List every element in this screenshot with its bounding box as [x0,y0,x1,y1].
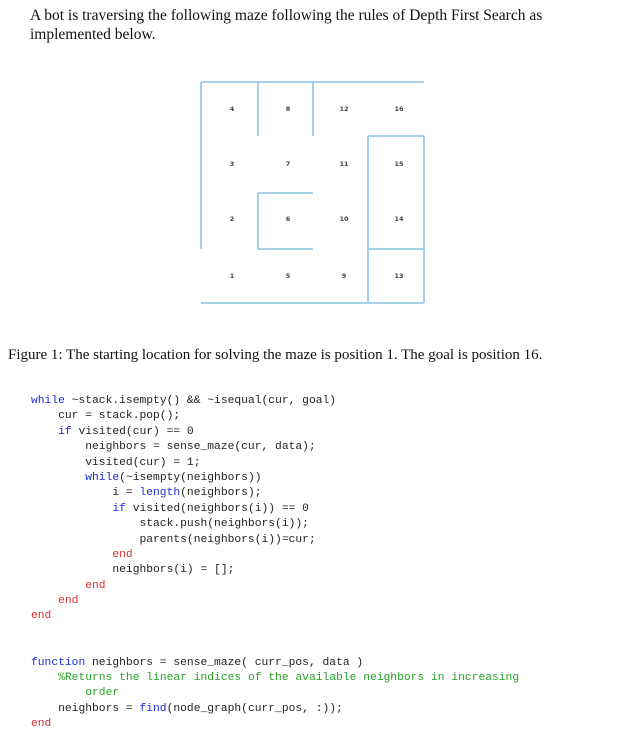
maze-cell-label: 1 [229,272,235,280]
maze-cell-label: 3 [229,160,235,168]
maze-cell-labels [230,105,404,280]
code-line: neighbors = sense_maze(cur, data); [31,441,316,454]
code-keyword: while [85,471,120,484]
code-line [31,671,519,686]
maze-cell-label: 6 [285,215,291,223]
code-line: stack.push(neighbors(i)); [31,518,309,531]
code-text: (neighbors); [180,487,262,500]
code-text: ~stack.isempty() && ~isequal(cur, goal) [64,395,337,407]
code-text: (~isempty(neighbors)) [119,471,262,484]
code-text: visited(neighbors(i)) == 0 [125,502,309,515]
code-line [31,717,519,732]
maze-cell-label: 9 [341,272,347,280]
code-line [31,686,519,701]
maze-walls [201,82,424,303]
code-line [31,656,519,671]
code-line: cur = stack.pop(); [31,410,181,423]
code-line [31,471,519,486]
code-keyword: if [58,425,72,438]
code-line [31,394,519,409]
code-end-keyword: end [31,610,52,623]
code-keyword: function [31,656,86,669]
maze-cell-label: 8 [285,105,291,113]
code-keyword: if [112,502,126,515]
code-keyword: while [31,395,65,407]
code-line [31,702,519,717]
code-line [31,594,519,609]
code-end-keyword: end [31,718,52,731]
code-line [31,548,519,563]
maze-cell-label: 13 [394,272,404,280]
maze-cell-label: 16 [394,105,404,113]
code-line: parents(neighbors(i))=cur; [31,533,316,546]
maze-cell-label: 4 [229,105,235,113]
code-line [31,502,519,517]
code-comment: order [85,687,120,700]
code-line: visited(cur) = 1; [31,456,201,469]
code-line [31,486,519,501]
code-text: neighbors = [31,702,140,715]
code-text: (node_graph(curr_pos, :)); [166,702,343,715]
code-comment: %Returns the linear indices of the available neighbors in increasing [58,672,520,685]
code-line [31,609,519,624]
code-keyword: length [139,487,181,500]
code-listing [31,394,519,733]
maze-cell-label: 12 [339,105,349,113]
code-line [31,425,519,440]
maze-cell-label: 7 [285,160,291,168]
intro-text: A bot is traversing the following maze following the rules of Depth First Search as implemented below. [30,7,543,43]
maze-cell-label: 14 [394,215,404,223]
code-line: neighbors(i) = []; [31,564,235,577]
maze-cell-label: 15 [394,160,404,168]
maze-cell-label: 11 [339,160,349,168]
code-text: i = [31,487,140,500]
code-text: visited(cur) == 0 [71,425,194,438]
maze-figure [196,76,431,309]
figure-caption: Figure 1: The starting location for solving the maze is position 1. The goal is position 16. [8,347,543,363]
maze-cell-label: 10 [339,215,349,223]
maze-cell-label: 5 [285,272,291,280]
code-end-keyword: end [112,548,133,561]
code-end-keyword: end [85,579,106,592]
maze-cell-label: 2 [229,215,235,223]
code-end-keyword: end [58,595,79,608]
code-text: neighbors = sense_maze( curr_pos, data ) [85,656,364,669]
code-keyword: find [139,702,167,715]
code-line [31,579,519,594]
